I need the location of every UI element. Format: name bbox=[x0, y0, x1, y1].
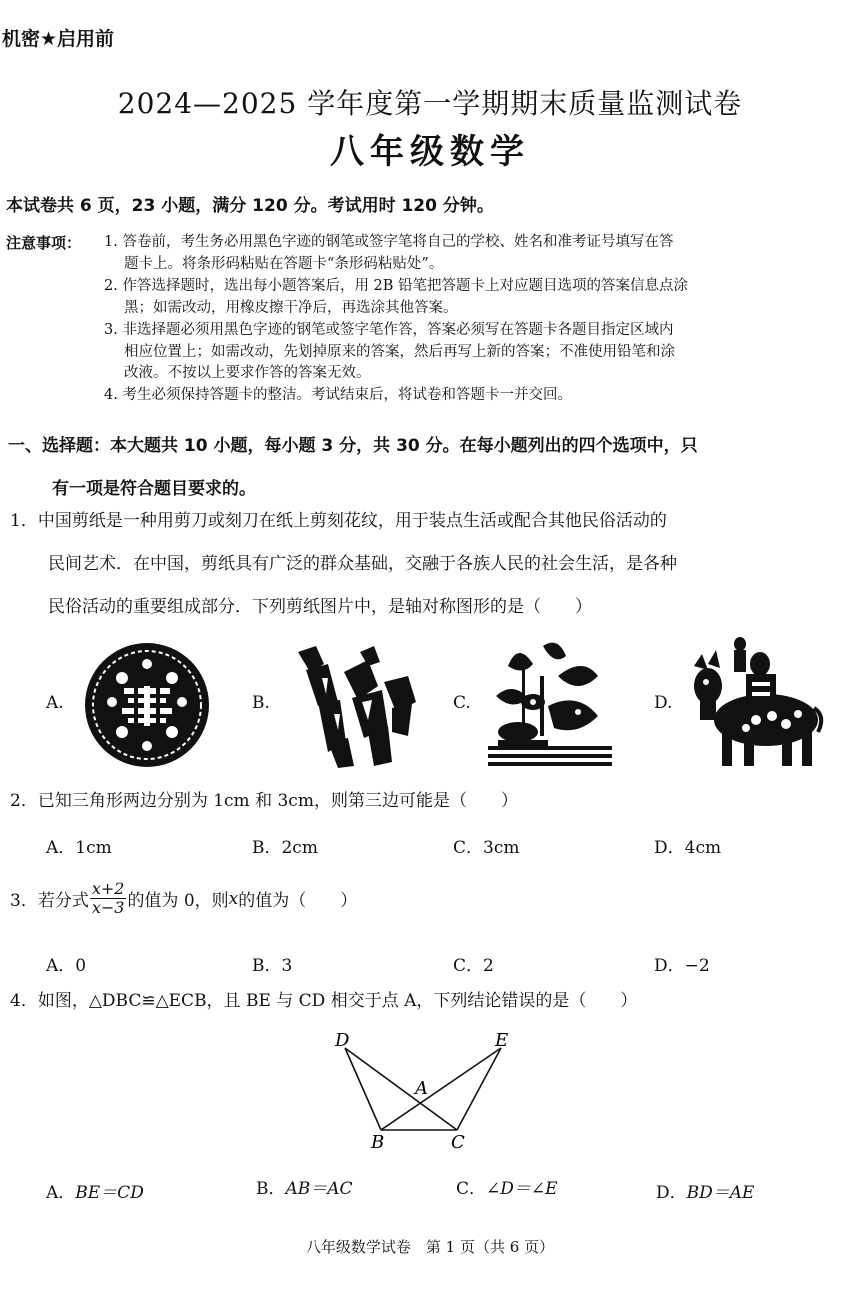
option-label: B. bbox=[252, 693, 270, 713]
notice-item-4 bbox=[104, 385, 572, 407]
option-letter: D． bbox=[656, 1183, 687, 1203]
option-a bbox=[46, 1178, 144, 1203]
notice-item-3 bbox=[104, 320, 675, 385]
option-d: D．4cm bbox=[654, 838, 722, 858]
option-label: C. bbox=[453, 693, 471, 713]
section-heading bbox=[8, 425, 843, 511]
notice-label: 注意事项： bbox=[6, 234, 82, 252]
label-e: E bbox=[495, 1030, 509, 1051]
donkey-rider-papercut-icon bbox=[686, 636, 826, 772]
question-1 bbox=[10, 500, 850, 629]
option-letter: A． bbox=[46, 1183, 76, 1203]
notice-line: 题卡上。将条形码粘贴在答题卡“条形码粘贴处”。 bbox=[124, 255, 444, 272]
option-c bbox=[456, 1174, 558, 1199]
option-d: D．−2 bbox=[654, 956, 710, 976]
option-c: C．2 bbox=[453, 956, 494, 976]
option-a: A．0 bbox=[46, 956, 87, 976]
notice-item-2 bbox=[104, 276, 688, 319]
fraction-numerator: x+2 bbox=[91, 879, 125, 898]
label-a: A bbox=[415, 1078, 428, 1099]
option-a: A．1cm bbox=[46, 838, 112, 858]
option-label: A. bbox=[46, 693, 64, 713]
variable-x: x bbox=[228, 888, 239, 909]
fraction bbox=[90, 880, 127, 917]
notice-line: 改液。不按以上要求作答的答案无效。 bbox=[124, 365, 371, 381]
question-text: 3．若分式 bbox=[10, 891, 89, 911]
exam-title: 2024—2025 学年度第一学期期末质量监测试卷 bbox=[117, 87, 743, 120]
option-expression: BD＝AE bbox=[686, 1183, 755, 1203]
notice-line: 2. 作答选择题时，选出每小题答案后，用 2B 铅笔把答题卡上对应题目选项的答案信息点涂 bbox=[104, 278, 689, 294]
question-text: 的值为（ ） bbox=[238, 891, 358, 911]
option-d bbox=[656, 1178, 754, 1203]
question-4: 4．如图，△DBC≌△ECB，且 BE 与 CD 相交于点 A，下列结论错误的是（ ） bbox=[10, 991, 638, 1011]
subject-title: 八年级数学 bbox=[330, 132, 530, 172]
fraction-denominator: x−3 bbox=[91, 898, 125, 917]
option-expression: ∠D＝∠E bbox=[486, 1179, 558, 1199]
option-b bbox=[256, 1174, 353, 1199]
page-footer: 八年级数学试卷 第 1 页（共 6 页） bbox=[305, 1238, 555, 1256]
question-line: 民俗活动的重要组成部分．下列剪纸图片中，是轴对称图形的是（ ） bbox=[48, 597, 592, 617]
question-line: 民间艺术．在中国，剪纸具有广泛的群众基础，交融于各族人民的社会生活，是各种 bbox=[48, 554, 677, 574]
option-letter: C． bbox=[456, 1179, 487, 1199]
notice-item-1 bbox=[104, 232, 673, 275]
figures-papercut-icon bbox=[288, 642, 418, 770]
question-line: 1．中国剪纸是一种用剪刀或刻刀在纸上剪刻花纹，用于装点生活或配合其他民俗活动的 bbox=[10, 511, 667, 531]
label-d: D bbox=[335, 1030, 350, 1051]
segment-ec bbox=[457, 1048, 501, 1130]
notice-line: 4. 考生必须保持答题卡的整洁。考试结束后，将试卷和答题卡一并交回。 bbox=[104, 387, 572, 403]
option-letter: B． bbox=[256, 1179, 286, 1199]
option-expression: BE＝CD bbox=[75, 1183, 144, 1203]
option-b: B．3 bbox=[252, 956, 293, 976]
label-c: C bbox=[451, 1132, 465, 1153]
section-heading-line: 有一项是符合题目要求的。 bbox=[52, 479, 256, 499]
section-heading-line: 一、选择题：本大题共 10 小题，每小题 3 分，共 30 分。在每小题列出的四个选项中，只 bbox=[8, 436, 698, 456]
option-label: D. bbox=[654, 693, 673, 713]
notice-line: 1. 答卷前，考生务必用黑色字迹的钢笔或签字笔将自己的学校、姓名和准考证号填写在答 bbox=[104, 234, 674, 250]
option-c: C．3cm bbox=[453, 838, 520, 858]
notice-line: 相应位置上；如需改动，先划掉原来的答案，然后再写上新的答案；不准使用铅笔和涂 bbox=[124, 343, 675, 360]
question-text: 的值为 0，则 bbox=[127, 891, 229, 911]
question-2: 2．已知三角形两边分别为 1cm 和 3cm，则第三边可能是（ ） bbox=[10, 791, 518, 811]
label-b: B bbox=[371, 1132, 385, 1153]
notice-line: 3. 非选择题必须用黑色字迹的钢笔或签字笔作答，答案必须写在答题卡各题目指定区域内 bbox=[104, 322, 674, 338]
flower-bird-papercut-icon bbox=[488, 636, 612, 770]
triangle-figure bbox=[325, 1030, 525, 1155]
double-happiness-papercut-icon bbox=[82, 640, 212, 770]
option-b: B．2cm bbox=[252, 838, 318, 858]
question-3 bbox=[10, 880, 357, 917]
exam-summary: 本试卷共 6 页，23 小题，满分 120 分。考试用时 120 分钟。 bbox=[6, 196, 494, 216]
confidential-label: 机密★启用前 bbox=[2, 28, 115, 50]
notice-line: 黑；如需改动，用橡皮擦干净后，再选涂其他答案。 bbox=[124, 299, 458, 316]
option-expression: AB＝AC bbox=[285, 1179, 353, 1199]
